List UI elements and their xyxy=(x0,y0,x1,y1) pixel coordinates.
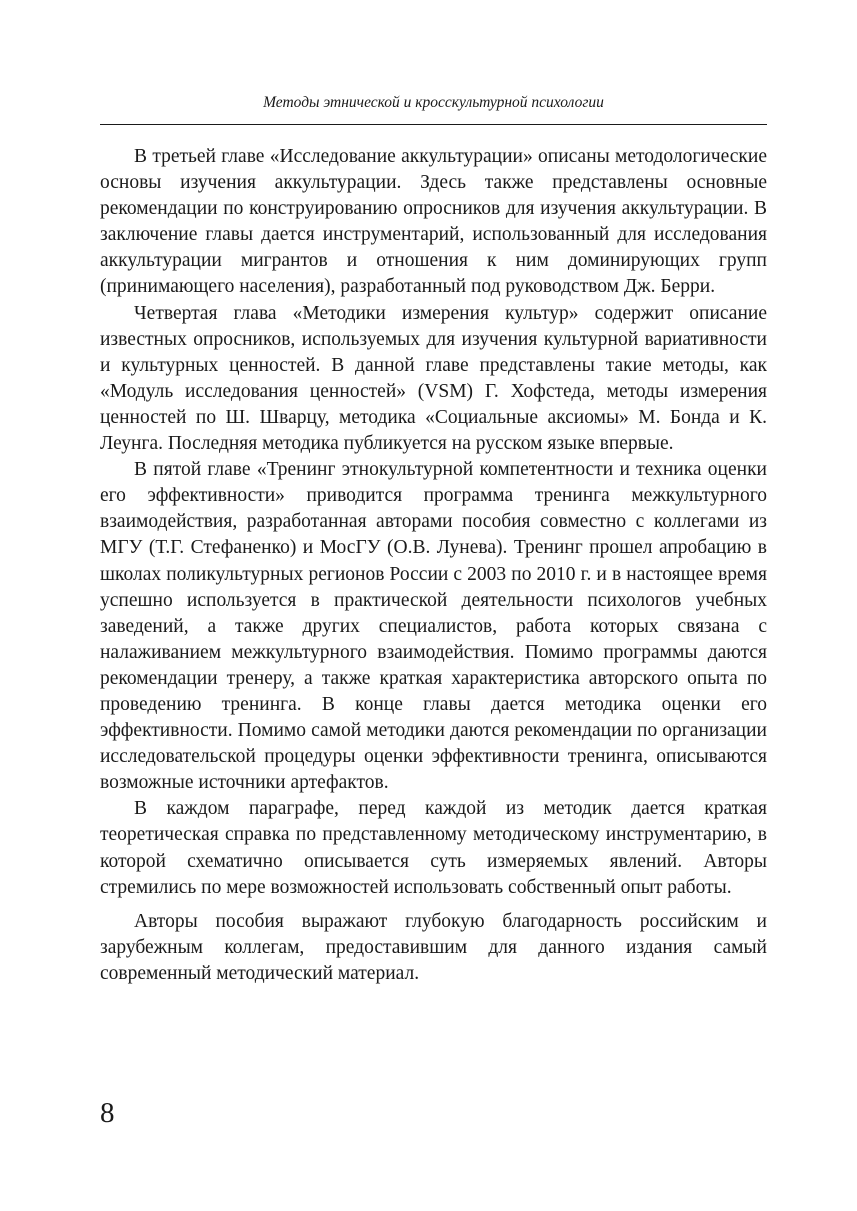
paragraph-acknowledgements: Авторы пособия выражают глубокую благодарность российским и зарубежным коллегам, предоставившим для данного издания самый современный методический материал. xyxy=(100,910,767,984)
running-head: Методы этнической и кросскультурной психологии xyxy=(263,94,604,111)
header-rule xyxy=(100,124,767,125)
paragraph-chapter-3: В третьей главе «Исследование аккультурации» описаны методологические основы изучения аккультурации. Здесь также представлены основные рекомендации по конструированию опросников для изучения аккультурации. В заключение главы дается инструментарий, использованный для исследования аккультурации мигрантов и отношения к ним доминирующих групп (принимающего населения), разработанный под руководством Дж. Берри. xyxy=(100,146,767,298)
paragraph-methods-note: В каждом параграфе, перед каждой из методик дается краткая теоретическая справка по представленному методическому инструментарию, в которой схематично описывается суть измеряемых явлений. Авторы стремились по мере возможностей использовать собственный опыт работы. xyxy=(100,798,767,898)
body-text xyxy=(100,144,767,987)
page-number: 8 xyxy=(100,1097,115,1129)
paragraph-chapter-4: Четвертая глава «Методики измерения культур» содержит описание известных опросников, используемых для изучения культурной вариативности и культурных ценностей. В данной главе представлены такие методы, как «Модуль исследования ценностей» (VSM) Г. Хофстеда, методы измерения ценностей по Ш. Шварцу, методика «Социальные аксиомы» М. Бонда и К. Леунга. Последняя методика публикуется на русском языке впервые. xyxy=(100,302,767,455)
paragraph-chapter-5: В пятой главе «Тренинг этнокультурной компетентности и техника оценки его эффективности» приводится программа тренинга межкультурного взаимодействия, разработанная авторами пособия совместно с коллегами из МГУ (Т.Г. Стефаненко) и МосГУ (О.В. Лунева). Тренинг прошел апробацию в школах поликультурных регионов России с 2003 по 2010 г. и в настоящее время успешно используется в практической деятельности психологов учебных заведений, а также других специалистов, работа которых связана с налаживанием межкультурного взаимодействия. Помимо программы даются рекомендации тренеру, а также краткая характеристика авторского опыта по проведению тренинга. В конце главы дается методика оценки его эффективности. Помимо самой методики даются рекомендации по организации исследовательской процедуры оценки эффективности тренинга, описываются возможные источники артефактов. xyxy=(100,459,767,794)
